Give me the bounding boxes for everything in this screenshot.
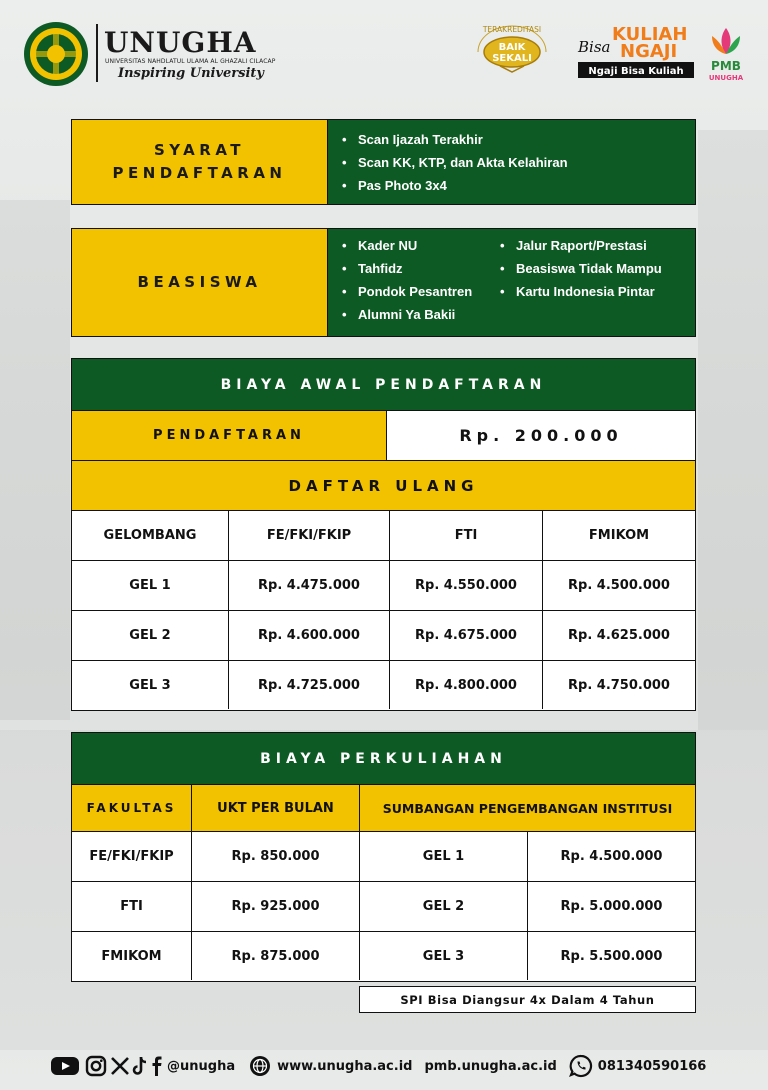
list-item: • Jalur Raport/Prestasi — [500, 234, 662, 257]
beasiswa-title-panel — [72, 229, 328, 336]
syarat-title-line2: PENDAFTARAN — [112, 164, 287, 182]
biaya-kuliah-title: BIAYA PERKULIAHAN — [72, 733, 695, 784]
accreditation-badge — [470, 22, 554, 74]
social-links — [50, 1055, 235, 1077]
list-item: • Pas Photo 3x4 — [342, 174, 695, 197]
pmb-label: PMB — [711, 59, 741, 73]
social-handle[interactable]: @unugha — [167, 1058, 236, 1074]
table-cell: Rp. 4.675.000 — [390, 611, 543, 660]
table-cell: Rp. 4.625.000 — [568, 628, 670, 643]
kuliah-ngaji-logo — [574, 22, 696, 82]
table-cell: Rp. 5.500.000 — [560, 948, 663, 964]
badge-line2: SEKALI — [492, 53, 532, 64]
header-fakultas: FAKULTAS — [72, 785, 192, 831]
table-cell: Rp. 925.000 — [192, 882, 360, 931]
table-cell: GEL 1 — [72, 561, 229, 610]
background-building — [0, 200, 70, 720]
table-row — [72, 832, 695, 882]
biaya-awal-title: BIAYA AWAL PENDAFTARAN — [72, 359, 695, 410]
globe-icon — [249, 1055, 271, 1077]
table-cell: Rp. 875.000 — [192, 932, 360, 980]
table-cell: Rp. 4.500.000 — [560, 849, 663, 864]
phone-link[interactable] — [569, 1054, 707, 1078]
table-cell: Rp. 4.725.000 — [229, 661, 390, 709]
table-cell: Rp. 850.000 — [192, 832, 360, 881]
beasiswa-list-col2 — [500, 234, 662, 336]
pendaftaran-row — [72, 411, 695, 461]
list-item: • Pondok Pesantren — [342, 280, 500, 303]
beasiswa-list-panel — [328, 229, 695, 336]
table-cell: GEL 3 — [360, 932, 528, 980]
pmb-sub: UNUGHA — [708, 74, 744, 82]
phone-text: 081340590166 — [597, 1058, 707, 1074]
table-header-row — [72, 785, 695, 832]
campaign-sub: Ngaji Bisa Kuliah — [588, 66, 684, 77]
header — [0, 0, 768, 110]
table-row — [72, 661, 695, 709]
table-row — [72, 611, 695, 661]
beasiswa-box — [71, 228, 696, 337]
table-header-row — [72, 511, 695, 561]
syarat-pendaftaran-box — [71, 119, 696, 205]
university-tagline: Inspiring University — [118, 66, 264, 81]
list-item: • Tahfidz — [342, 257, 500, 280]
table-cell: Rp. 4.750.000 — [568, 677, 670, 693]
badge-line1: BAIK — [498, 42, 526, 53]
facebook-icon[interactable] — [149, 1055, 163, 1077]
syarat-title-panel — [72, 120, 328, 204]
biaya-awal-table — [71, 358, 696, 711]
table-cell: Rp. 4.600.000 — [229, 611, 390, 660]
pendaftaran-label: PENDAFTARAN — [72, 411, 387, 460]
table-cell: GEL 2 — [360, 882, 528, 931]
table-row — [72, 561, 695, 611]
campaign-ngaji: NGAJI — [620, 41, 678, 62]
daftar-ulang-row — [72, 461, 695, 511]
spi-installment-note: SPI Bisa Diangsur 4x Dalam 4 Tahun — [359, 986, 696, 1013]
beasiswa-title: BEASISWA — [137, 273, 262, 291]
header-gelombang: GELOMBANG — [72, 511, 229, 560]
pmb-site-link[interactable] — [424, 1059, 556, 1074]
biaya-perkuliahan-table — [71, 732, 696, 982]
table-cell: FMIKOM — [72, 932, 192, 980]
beasiswa-list-col1 — [342, 234, 500, 336]
background-building — [698, 130, 768, 730]
unugha-logo-icon — [22, 20, 90, 88]
table-cell: Rp. 4.475.000 — [229, 561, 390, 610]
syarat-title-line1: SYARAT — [153, 141, 246, 159]
table-cell: FTI — [72, 882, 192, 931]
list-item: • Alumni Ya Bakii — [342, 303, 500, 326]
whatsapp-icon — [569, 1054, 593, 1078]
table-cell: GEL 2 — [72, 611, 229, 660]
table-cell: Rp. 4.800.000 — [390, 661, 543, 709]
university-subtitle: UNIVERSITAS NAHDLATUL ULAMA AL GHAZALI CILACAP — [105, 58, 276, 65]
website-text: www.unugha.ac.id — [277, 1058, 413, 1074]
campaign-bisa: Bisa — [578, 38, 611, 56]
instagram-icon[interactable] — [85, 1055, 107, 1077]
header-fmikom: FMIKOM — [588, 528, 650, 543]
pendaftaran-value: Rp. 200.000 — [459, 426, 623, 445]
table-cell: GEL 3 — [72, 661, 229, 709]
header-divider — [96, 24, 98, 82]
list-item: • Kader NU — [342, 234, 500, 257]
table-row — [72, 932, 695, 980]
syarat-list — [342, 128, 695, 197]
list-item: • Beasiswa Tidak Mampu — [500, 257, 662, 280]
table-cell: FE/FKI/FKIP — [72, 832, 192, 881]
table-cell: Rp. 5.000.000 — [560, 899, 663, 914]
pmb-logo — [706, 24, 746, 84]
header-spi: SUMBANGAN PENGEMBANGAN INSTITUSI — [360, 785, 695, 831]
table-cell: GEL 1 — [360, 832, 528, 881]
campaign-kuliah: KULIAH — [612, 24, 688, 45]
list-item: • Kartu Indonesia Pintar — [500, 280, 662, 303]
header-fti: FTI — [390, 511, 543, 560]
website-link[interactable] — [249, 1055, 412, 1077]
x-icon[interactable] — [110, 1055, 130, 1077]
list-item: • Scan KK, KTP, dan Akta Kelahiran — [342, 151, 695, 174]
list-item: • Scan Ijazah Terakhir — [342, 128, 695, 151]
youtube-icon[interactable] — [50, 1055, 80, 1077]
daftar-ulang-title: DAFTAR ULANG — [72, 461, 695, 510]
table-row — [72, 882, 695, 932]
university-name: UNUGHA — [104, 26, 257, 59]
header-ukt: UKT PER BULAN — [192, 785, 360, 831]
biaya-kuliah-title-row — [72, 733, 695, 785]
syarat-list-panel — [328, 120, 695, 204]
pmb-site-text: pmb.unugha.ac.id — [424, 1058, 557, 1074]
badge-top-text: TERAKREDITASI — [482, 25, 542, 34]
table-cell: Rp. 4.550.000 — [390, 561, 543, 610]
footer — [0, 1046, 768, 1086]
biaya-awal-title-row — [72, 359, 695, 411]
header-fe-fki-fkip: FE/FKI/FKIP — [229, 511, 390, 560]
tiktok-icon[interactable] — [132, 1055, 148, 1077]
table-cell: Rp. 4.500.000 — [568, 578, 670, 593]
